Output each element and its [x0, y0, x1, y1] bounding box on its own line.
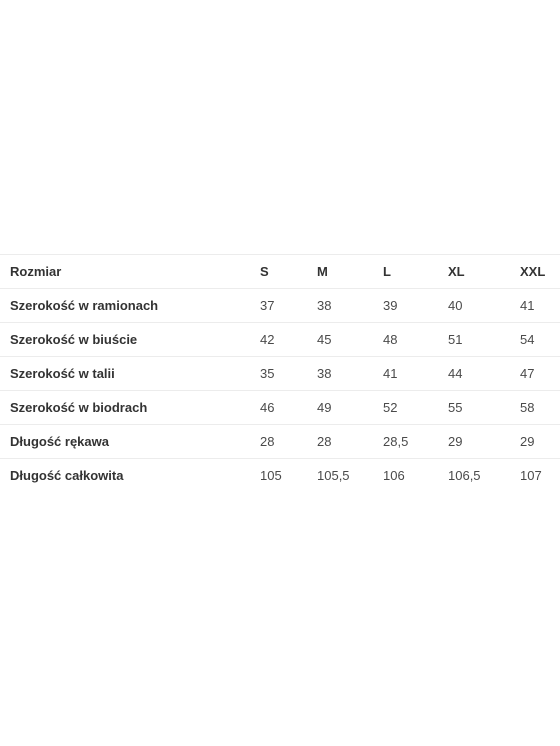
table-cell: 37 — [260, 289, 317, 323]
table-cell: 105,5 — [317, 459, 383, 493]
table-cell: 52 — [383, 391, 448, 425]
table-cell: 38 — [317, 289, 383, 323]
table-cell: 35 — [260, 357, 317, 391]
table-row — [0, 357, 560, 391]
table-cell: 47 — [520, 357, 560, 391]
row-label: Długość całkowita — [0, 459, 260, 493]
table-cell: 28 — [260, 425, 317, 459]
table-row — [0, 459, 560, 493]
header-size-m: M — [317, 255, 383, 289]
table-cell: 49 — [317, 391, 383, 425]
header-size-xl: XL — [448, 255, 520, 289]
table-cell: 48 — [383, 323, 448, 357]
header-size-label: Rozmiar — [0, 255, 260, 289]
table-header-row — [0, 255, 560, 289]
table-cell: 106 — [383, 459, 448, 493]
table-cell: 105 — [260, 459, 317, 493]
table-cell: 51 — [448, 323, 520, 357]
row-label: Szerokość w biodrach — [0, 391, 260, 425]
row-label: Długość rękawa — [0, 425, 260, 459]
table-cell: 29 — [448, 425, 520, 459]
table-cell: 39 — [383, 289, 448, 323]
header-size-s: S — [260, 255, 317, 289]
table-cell: 41 — [520, 289, 560, 323]
table-cell: 46 — [260, 391, 317, 425]
table-cell: 28 — [317, 425, 383, 459]
table-cell: 54 — [520, 323, 560, 357]
table-row — [0, 425, 560, 459]
size-chart-table — [0, 254, 560, 492]
row-label: Szerokość w ramionach — [0, 289, 260, 323]
table-row — [0, 391, 560, 425]
table-cell: 55 — [448, 391, 520, 425]
table-cell: 38 — [317, 357, 383, 391]
table-row — [0, 323, 560, 357]
row-label: Szerokość w biuście — [0, 323, 260, 357]
header-size-xxl: XXL — [520, 255, 560, 289]
table-cell: 41 — [383, 357, 448, 391]
table-cell: 106,5 — [448, 459, 520, 493]
table-cell: 44 — [448, 357, 520, 391]
table-cell: 28,5 — [383, 425, 448, 459]
table-row — [0, 289, 560, 323]
row-label: Szerokość w talii — [0, 357, 260, 391]
table-cell: 40 — [448, 289, 520, 323]
table-cell: 42 — [260, 323, 317, 357]
table-cell: 45 — [317, 323, 383, 357]
header-size-l: L — [383, 255, 448, 289]
table-cell: 107 — [520, 459, 560, 493]
table-cell: 29 — [520, 425, 560, 459]
table-cell: 58 — [520, 391, 560, 425]
